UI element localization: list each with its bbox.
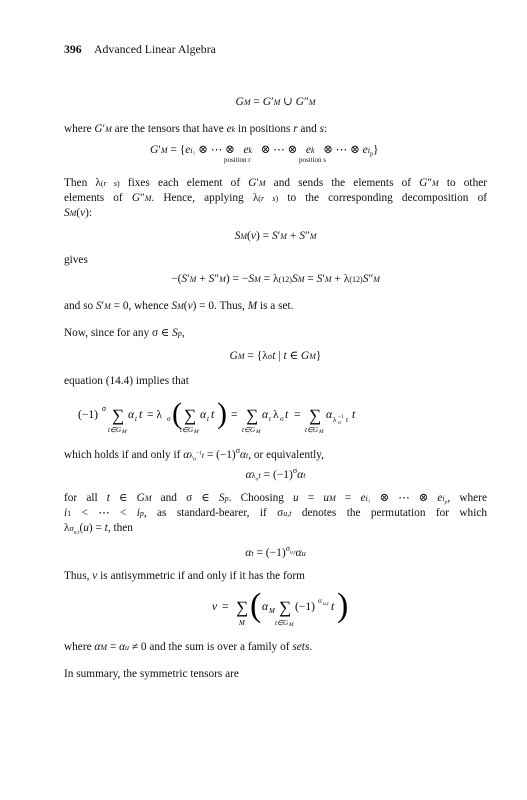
svg-text:M: M — [238, 619, 245, 627]
text-gives: gives — [64, 254, 88, 266]
svg-text:): ) — [216, 398, 227, 430]
svg-text:α: α — [325, 409, 332, 421]
svg-text:u,t: u,t — [322, 601, 329, 607]
equation-gm-union: GM = G′M ∪ G″M — [235, 96, 316, 108]
svg-text:σ: σ — [101, 404, 106, 413]
label-position-r: position r — [224, 156, 251, 164]
svg-text:∑: ∑ — [308, 406, 321, 425]
text-where-gm-prime: where G′M are the tensors that have ek in positions r and s: — [64, 123, 328, 135]
svg-text:(: ( — [249, 588, 261, 624]
svg-text:∑: ∑ — [245, 406, 258, 425]
svg-text:−1: −1 — [337, 414, 344, 420]
svg-text:t: t — [134, 415, 137, 423]
page-number: 396 — [64, 42, 82, 56]
svg-text:M: M — [193, 429, 199, 435]
equation-sum-identity — [64, 398, 487, 443]
running-title: Advanced Linear Algebra — [94, 42, 216, 56]
equation-v-form — [64, 588, 487, 637]
text-holds-iff: which holds if and only if $\alpha\lambda_\sigma^{-1}t = (-1)^\sigma\alpha t$, or equivalently, — [64, 446, 324, 463]
svg-text:= λ: = λ — [146, 409, 162, 421]
svg-text:σ: σ — [337, 420, 341, 426]
svg-text:t∈G: t∈G — [304, 426, 318, 434]
svg-text:∑: ∑ — [278, 598, 291, 617]
svg-text:α: α — [127, 409, 134, 421]
text-para2-line2: elements of G″M. Hence, applying λ(r s) to the corresponding decomposition of — [64, 192, 487, 204]
svg-text:M: M — [268, 607, 275, 615]
svg-text:σ: σ — [279, 415, 284, 423]
equation-gm-prime-set: G′M = {ei₁ ⊗ ⋯ ⊗ ek ⊗ ⋯ ⊗ ek ⊗ ⋯ ⊗ $ei_p$} — [150, 144, 379, 158]
svg-text:λ: λ — [272, 409, 279, 421]
svg-text:t∈G: t∈G — [179, 426, 193, 434]
svg-text:(−1): (−1) — [294, 601, 315, 613]
text-para8-line1: for all t ∈ GM and σ ∈ Sp. Choosing u = uM = ei₁ ⊗ ⋯ ⊗ $ei_p$, where — [64, 492, 487, 506]
text-in-summary: In summary, the symmetric tensors are — [64, 668, 239, 680]
svg-text:t: t — [210, 409, 214, 421]
text-antisymmetric-form: Thus, v is antisymmetric if and only if it has the form — [64, 570, 305, 582]
svg-text:t: t — [284, 409, 288, 421]
text-equation-implies: equation (14.4) implies that — [64, 375, 189, 387]
svg-text:(−1): (−1) — [77, 409, 98, 421]
equation-gm-orbit: GM = {λσt | t ∈ GM} — [229, 350, 322, 362]
svg-text:t: t — [206, 415, 209, 423]
label-position-s: position s — [299, 156, 327, 164]
svg-text:t∈G: t∈G — [274, 619, 288, 627]
svg-text:t: t — [268, 415, 271, 423]
equation-alpha-t: $\alpha t = (-1)^{\sigma_{u,t}}\alpha u$ — [245, 544, 306, 559]
text-para2-line3: SM(v): — [64, 207, 93, 219]
svg-text:v: v — [211, 601, 217, 613]
equation-negation: −(S′M + S″M) = −SM = λ(12)SM = S′M + λ(12)S″M — [171, 273, 380, 285]
running-header — [64, 42, 216, 57]
text-thus-set: and so S′M = 0, whence SM(v) = 0. Thus, M is a set. — [64, 300, 294, 312]
svg-text:(: ( — [171, 398, 182, 430]
svg-text:t∈G: t∈G — [107, 426, 121, 434]
svg-text:α: α — [199, 409, 206, 421]
svg-text:M: M — [255, 429, 261, 435]
svg-text:=: = — [221, 601, 228, 613]
text-para8-line2: i1 < ⋯ < ip, as standard-bearer, if σu,t denotes the permutation for which — [64, 507, 487, 519]
svg-text:∑: ∑ — [235, 598, 248, 617]
svg-text:σ: σ — [317, 597, 322, 605]
svg-text:M: M — [288, 622, 294, 628]
svg-text:t∈G: t∈G — [241, 426, 255, 434]
svg-text:σ: σ — [166, 415, 171, 423]
svg-text:∑: ∑ — [183, 406, 196, 425]
svg-text:=: = — [230, 409, 237, 421]
svg-text:=: = — [293, 409, 300, 421]
svg-text:α: α — [261, 409, 268, 421]
svg-text:t: t — [330, 601, 334, 613]
text-now-since: Now, since for any σ ∈ Sp, — [64, 327, 185, 339]
equation-alpha-lambda: $\alpha\lambda_\sigma t = (-1)^\sigma\alpha t$ — [245, 466, 306, 483]
svg-text:M: M — [121, 429, 127, 435]
svg-text:): ) — [336, 588, 348, 624]
svg-text:M: M — [318, 429, 324, 435]
svg-text:t: t — [351, 409, 355, 421]
svg-text:t: t — [138, 409, 142, 421]
text-where-alpha-m: where αM = αu ≠ 0 and the sum is over a family of sets. — [64, 641, 313, 653]
svg-text:∑: ∑ — [111, 406, 124, 425]
svg-text:λ: λ — [332, 416, 336, 424]
equation-sm-decomp: SM(v) = S′M + S″M — [234, 230, 317, 242]
svg-text:α: α — [261, 601, 268, 613]
text-para2-line1: Then λ(r s) fixes each element of G′M and sends the elements of G″M to other — [64, 177, 487, 189]
text-para8-line3: $\lambda\sigma_{u,t}(u) = t$, then — [64, 522, 133, 536]
svg-text:t: t — [345, 416, 348, 424]
